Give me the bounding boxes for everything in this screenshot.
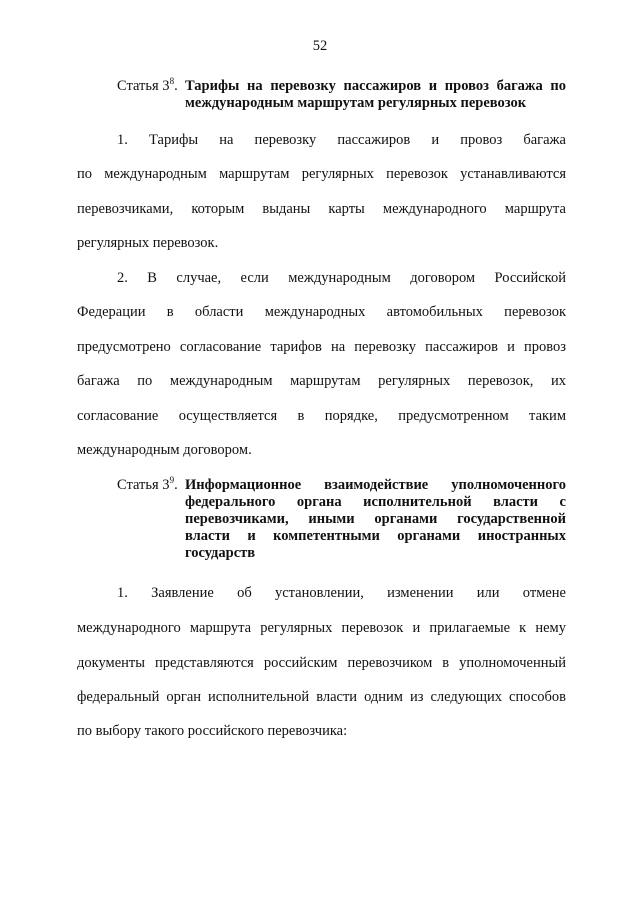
paragraph-line: багажа по международным маршрутам регулярных перевозок, их	[77, 373, 566, 389]
paragraph-line: Федерации в области международных автомобильных перевозок	[77, 304, 566, 320]
article-title: Тарифы на перевозку пассажиров и провоз багажа по международным маршрутам регулярных перевозок	[185, 78, 566, 111]
paragraph-line: 1. Тарифы на перевозку пассажиров и провоз багажа	[117, 132, 566, 148]
paragraph-line: по международным маршрутам регулярных перевозок устанавливаются	[77, 166, 566, 182]
article-label-superscript: 8	[169, 76, 175, 86]
paragraph-line: согласование осуществляется в порядке, предусмотренном таким	[77, 408, 566, 424]
paragraph-line: перевозчиками, которым выданы карты международного маршрута	[77, 201, 566, 217]
article-label-text: Статья 3	[117, 477, 170, 493]
article-heading-3-9	[117, 477, 566, 567]
article-label-suffix: .	[174, 78, 178, 94]
article-heading-3-8	[117, 78, 566, 114]
paragraph-line: федеральный орган исполнительной власти одним из следующих способов	[77, 689, 566, 705]
article-label-text: Статья 3	[117, 78, 170, 94]
article-label-superscript: 9	[169, 475, 175, 485]
paragraph-line: международным договором.	[77, 442, 252, 458]
paragraph-line: международного маршрута регулярных перевозок и прилагаемые к нему	[77, 620, 566, 636]
article-label	[117, 78, 178, 95]
article-label	[117, 477, 178, 494]
paragraph-line: регулярных перевозок.	[77, 235, 219, 251]
paragraph-line: документы представляются российским перевозчиком в уполномоченный	[77, 655, 566, 671]
article-title: Информационное взаимодействие уполномоченного федерального органа исполнительной власти с перевозчиками, иными органами государственной власти и компетентными органами иностранных государств	[185, 477, 566, 561]
article-label-suffix: .	[174, 477, 178, 493]
paragraph-line: 2. В случае, если международным договором Российской	[117, 270, 566, 286]
paragraph-line: по выбору такого российского перевозчика:	[77, 723, 348, 739]
paragraph-line: 1. Заявление об установлении, изменении или отмене	[117, 585, 566, 601]
paragraph-line: предусмотрено согласование тарифов на перевозку пассажиров и провоз	[77, 339, 566, 355]
page-number: 52	[312, 38, 328, 54]
